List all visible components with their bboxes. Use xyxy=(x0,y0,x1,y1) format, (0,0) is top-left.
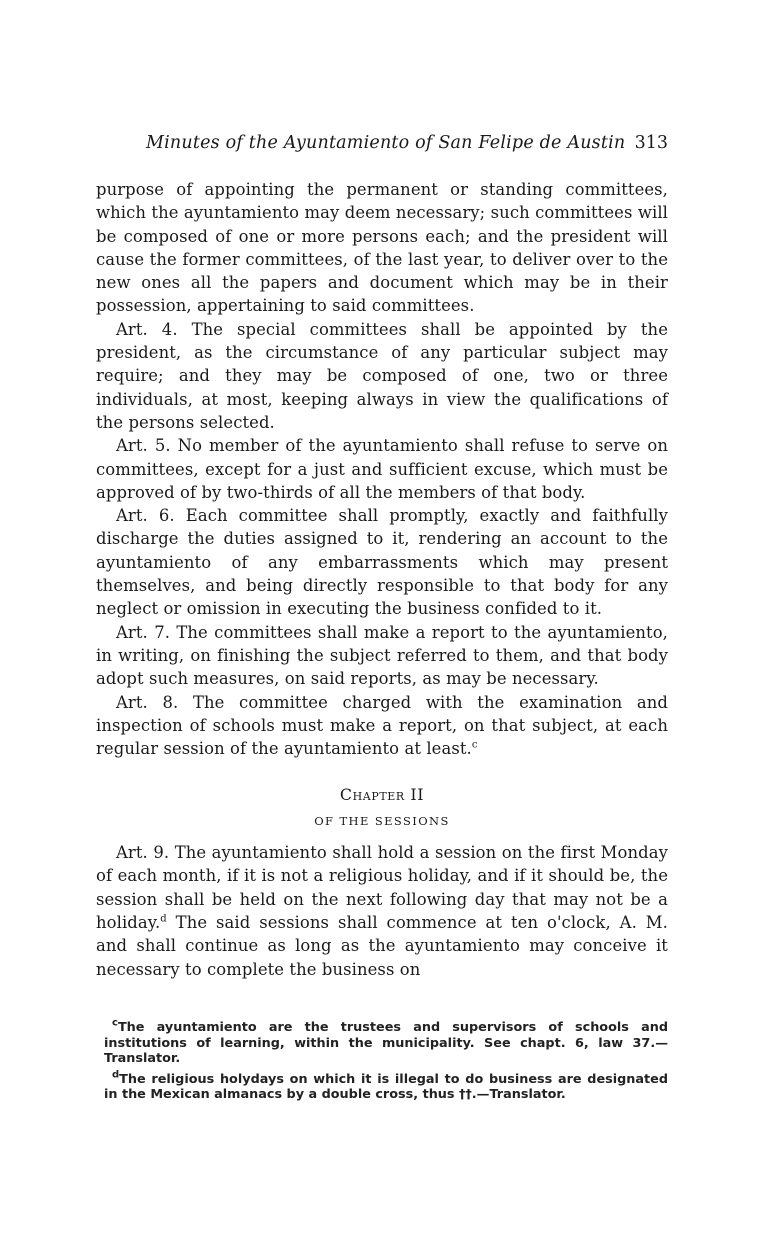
footnote-d xyxy=(104,1069,668,1103)
footnote-d-text: The religious holydays on which it is illegal to do business are designated in the Mexican almanacs by a double cross, thus ††.—Translator. xyxy=(104,1071,668,1103)
article-7: Art. 7. The committees shall make a report to the ayuntamiento, in writing, on finishing the subject referred to them, and that body adopt such measures, on said reports, as may be necessary. xyxy=(96,622,668,689)
footnote-ref-c: c xyxy=(471,739,478,751)
article-9-text-b: The said sessions shall commence at ten o'clock, A. M. and shall continue as long as the ayuntamiento may conceive it necessary to complete the business on xyxy=(96,912,668,979)
article-9-text-a: Art. 9. The ayuntamiento shall hold a session on the first Monday of each month, if it is not a religious holiday, and if it should be, the session shall be held on the next following day that may not be a holiday. xyxy=(96,843,668,932)
chapter-heading: Chapter II xyxy=(339,785,425,805)
footnote-c-mark: c xyxy=(112,1017,118,1029)
footnote-ref-d: d xyxy=(160,913,167,925)
footnote-c-text: The ayuntamiento are the trustees and supervisors of schools and institutions of learning, within the municipality. See chapt. 6, law 37.—Translator. xyxy=(104,1020,668,1067)
footnote-d-mark: d xyxy=(112,1069,120,1081)
article-5: Art. 5. No member of the ayuntamiento shall refuse to serve on committees, except for a just and sufficient excuse, which must be approved of by two-thirds of all the members of that body. xyxy=(96,436,668,502)
article-9 xyxy=(96,841,668,981)
article-4: Art. 4. The special committees shall be appointed by the president, as the circumstance of any particular subject may require; and they may be composed of one, two or three individuals, at most, keeping always in view the qualifications of the persons selected. xyxy=(96,319,668,432)
running-title: Minutes of the Ayuntamiento of San Felipe de Austin xyxy=(146,133,626,153)
article-8-text: Art. 8. The committee charged with the examination and inspection of schools must make a report, on that subject, at each regular session of the ayuntamiento at least. xyxy=(96,692,668,759)
article-6: Art. 6. Each committee shall promptly, exactly and faithfully discharge the duties assigned to it, rendering an account to the ayuntamiento of any embarrassments which may present themselves, and being directly responsible to that body for any neglect or omission in executing the business confided to it. xyxy=(96,506,668,619)
footnote-c xyxy=(104,1017,668,1067)
paragraph-continuation: purpose of appointing the permanent or standing committees, which the ayuntamiento may deem necessary; such committees will be composed of one or more persons each; and the president will cause the former committees, of the last year, to deliver over to the new ones all the papers and document which may be in their possession, appertaining to said committees. xyxy=(96,180,668,316)
footnotes xyxy=(104,1017,668,1108)
section-heading: OF THE SESSIONS xyxy=(314,813,450,828)
page-number: 313 xyxy=(634,133,668,153)
running-header xyxy=(96,128,668,158)
article-8 xyxy=(96,691,668,761)
main-text xyxy=(96,178,668,981)
